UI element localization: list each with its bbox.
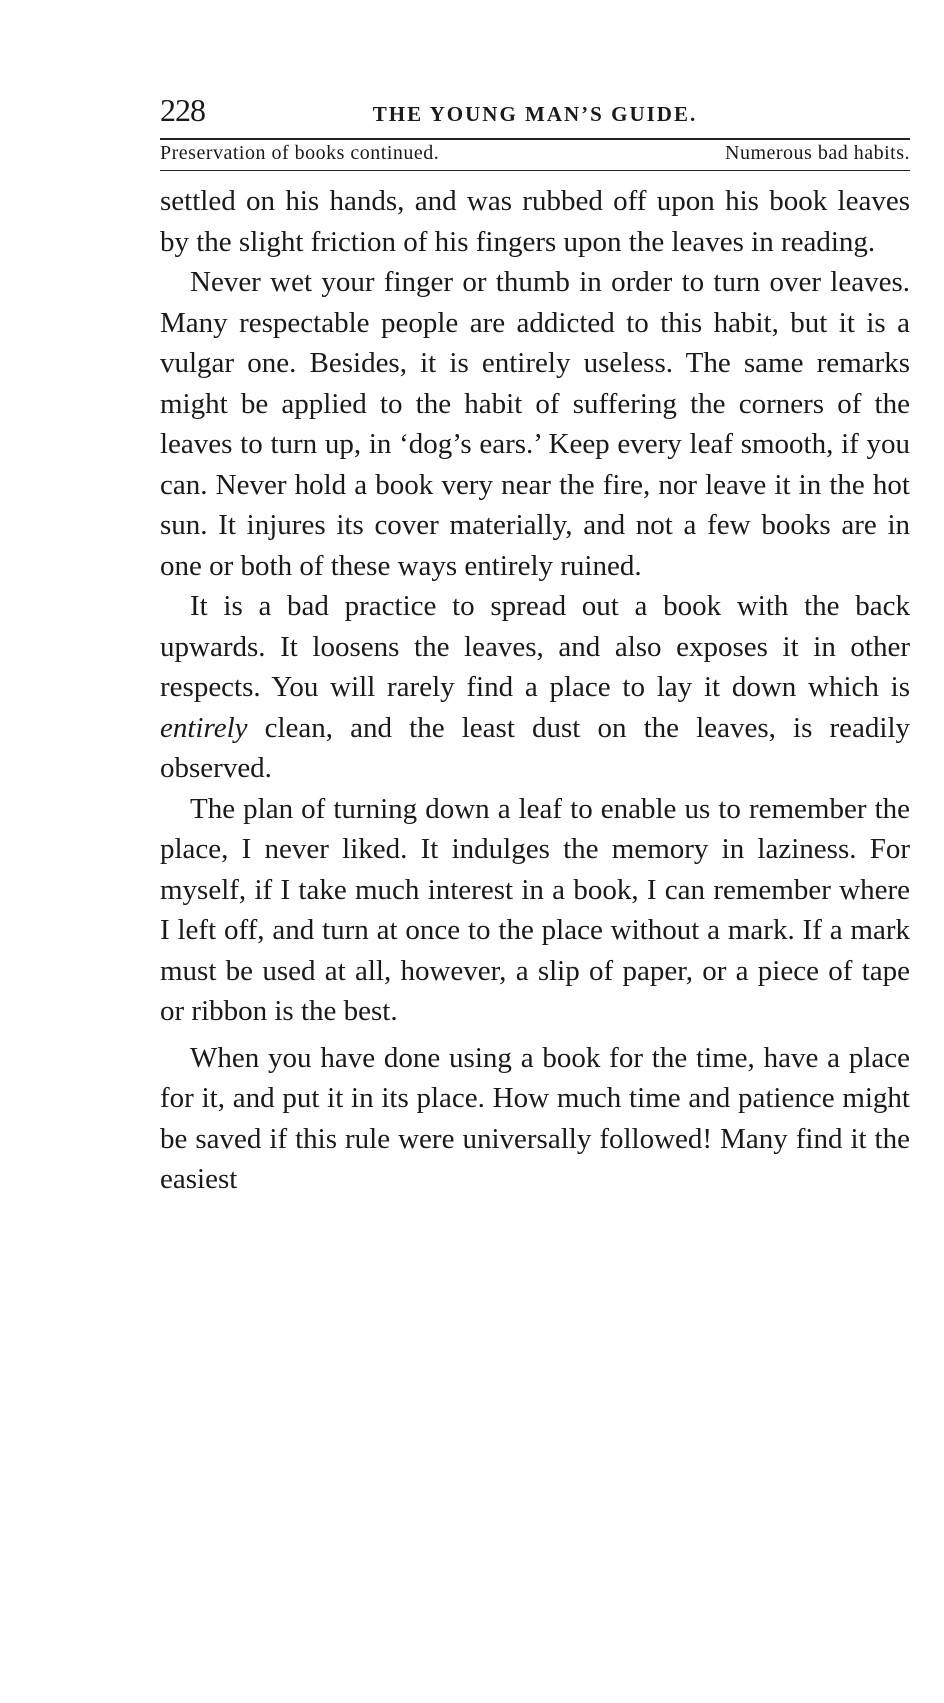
paragraph-spreading-book — [160, 586, 910, 789]
running-title: THE YOUNG MAN’S GUIDE. — [372, 102, 698, 126]
emphasis-word: entirely — [160, 711, 248, 744]
body-text — [160, 181, 910, 1200]
section-header — [160, 138, 910, 171]
paragraph-turning-leaf: The plan of turning down a leaf to enable us to remember the place, I never liked. It indulges the memory in laziness. For myself, if I take much interest in a book, I can remember where I left off, and turn at once to the place without a mark. If a mark must be used at all, however, a slip of paper, or a piece of tape or ribbon is the best. — [160, 792, 910, 1027]
paragraph-wetting-fingers: Never wet your finger or thumb in order to turn over leaves. Many respectable people are addicted to this habit, but it is a vulgar one. Besides, it is entirely useless. The same remarks might be applied to the habit of suffering the corners of the leaves to turn up, in ‘dog’s ears.’ Keep every leaf smooth, if you can. Never hold a book very near the fire, nor leave it in the hot sun. It injures its cover materially, and not a few books are in one or both of these ways entirely ruined. — [160, 266, 910, 582]
paragraph-continued: settled on his hands, and was rubbed off upon his book leaves by the slight friction of his fingers upon the leaves in reading. — [160, 185, 910, 258]
paragraph-text-before: It is a bad practice to spread out a book with the back upwards. It loosens the leaves, and also exposes it in other respects. You will rarely find a place to lay it down which is — [160, 590, 910, 703]
page-number: 228 — [160, 92, 205, 128]
section-topic-right: Numerous bad habits. — [725, 142, 910, 164]
paragraph-book-place: When you have done using a book for the time, have a place for it, and put it in its place. How much time and patience might be saved if this rule were universally followed! Many find it the easiest — [160, 1041, 910, 1195]
paragraph-text-after: clean, and the least dust on the leaves, is readily observed. — [160, 711, 910, 784]
book-page — [160, 86, 910, 1200]
section-topic-left: Preservation of books continued. — [160, 142, 440, 164]
page-header — [160, 86, 910, 134]
